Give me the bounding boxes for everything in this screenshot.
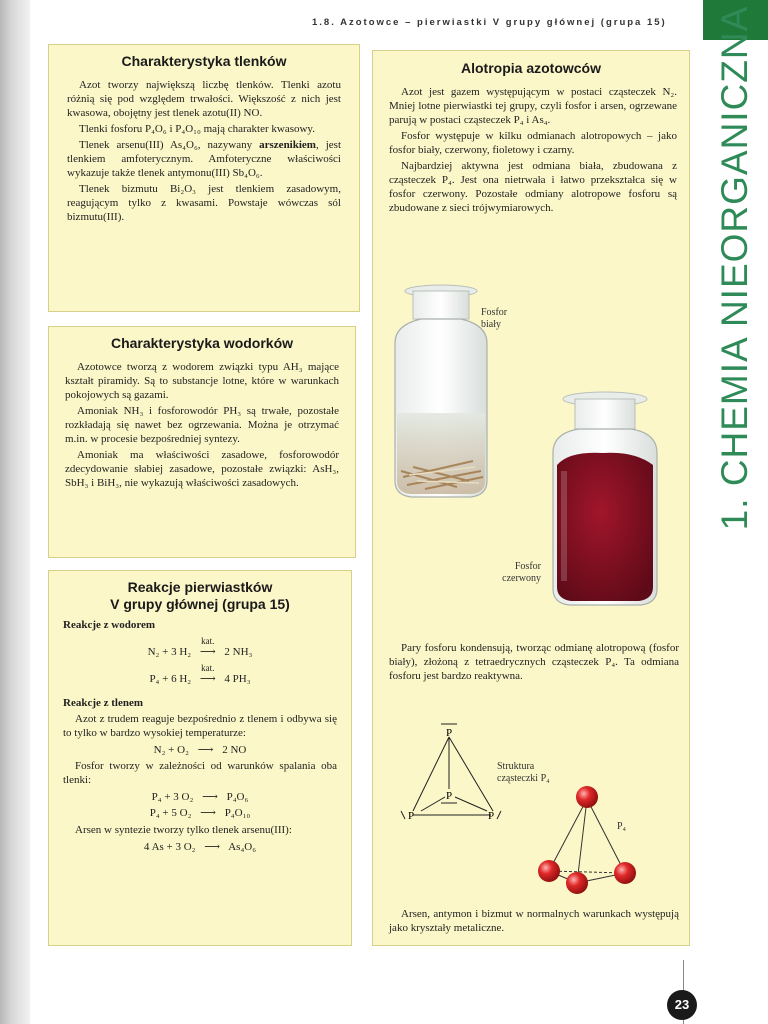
allotropy-box (372, 50, 690, 946)
hydrides-paragraph-3: Amoniak ma właściwości zasadowe, fosforowodór zdecydowanie słabiej zasadowe, pozostałe związki: AsH₃, SbH₃ i BiH₃, nie wykazują właściwości zasadowych. (65, 449, 339, 489)
reactions-title-line-2: V grupy głównej (grupa 15) (110, 596, 290, 612)
allotropy-paragraph-5: Arsen, antymon i bizmut w normalnych warunkach występują jako kryształy metaliczne. (389, 908, 679, 934)
eq1-arrow (199, 636, 216, 658)
eq5-left: P₄ + 5 O₂ (149, 807, 192, 819)
hydrides-title: Charakterystyka wodorków (110, 335, 294, 351)
running-header: 1.8. Azotowce – pierwiastki V grupy głównej (grupa 15) (312, 17, 667, 28)
reactions-box (48, 570, 352, 946)
eq4-right: P₄O₆ (226, 791, 249, 803)
p4-ball-left (538, 860, 560, 882)
p4-atom-center: P (445, 790, 453, 802)
eq6-arrow: ⟶ (204, 841, 221, 853)
oxides-paragraph-1: Azot tworzy największą liczbę tlenków. Tlenki azotu różnią się pod względem trwałości. Większość z nich jest kwasowa, obojętny jest tlenek azotu(II) NO. (67, 79, 341, 119)
p4-atom-left: P (407, 810, 415, 822)
reactions-title-line-1: Reakcje pierwiastków (127, 579, 273, 595)
oxides-title: Charakterystyka tlenków (121, 53, 287, 69)
allotropy-paragraph-2: Fosfor występuje w kilku odmianach alotropowych – jako fosfor biały, czerwony, fioletowy i czarny. (389, 130, 677, 156)
oxygen-paragraph-3: Arsen w syntezie tworzy tylko tlenek arsenu(III): (75, 824, 292, 836)
eq6-right: As₄O₆ (228, 841, 257, 853)
eq5-right: P₄O₁₀ (224, 807, 251, 819)
page-number: 23 (667, 990, 697, 1020)
oxygen-reactions-heading: Reakcje z tlenem (63, 697, 144, 709)
eq6-left: 4 As + 3 O₂ (143, 841, 196, 853)
allotropy-title: Alotropia azotowców (461, 60, 601, 76)
p4-structure-caption: Struktura cząsteczki P₄ (497, 761, 550, 784)
book-spine-shadow (0, 0, 30, 1024)
eq1-arrow-glyph: ⟶ (199, 646, 216, 658)
oxides-p3-end: , jest tlenkiem amfoterycznym. Amfoteryczne właściwości wykazuje także tlenek antymonu(III) Sb₄O₆. (67, 139, 341, 179)
allotropy-text-top (389, 85, 677, 217)
equation-p4o10 (63, 806, 337, 819)
hydrides-paragraph-1: Azotowce tworzą z wodorem związki typu AH₃ mające kształt piramidy. Są to substancje lotne, które w warunkach pokojowych są gazami. (65, 361, 339, 401)
hydrides-paragraph-2: Amoniak NH₃ i fosforowodór PH₃ są trwałe, pozostałe rozkładają się nawet bez ogrzewania. Można je otrzymać m.in. w procesie bezpośredniej syntezy. (65, 405, 339, 445)
red-phosphorus-caption: Fosfor czerwony (502, 561, 541, 584)
eq5-arrow: ⟶ (200, 807, 216, 819)
allotropy-text-bottom (389, 907, 679, 937)
equation-as4o6 (63, 840, 337, 853)
eq1-right: 2 NH₃ (224, 646, 253, 658)
red-phosphorus-jar (553, 392, 657, 605)
allotropy-paragraph-3: Najbardziej aktywna jest odmiana biała, zbudowana z cząsteczek P₄. Jest ona nietrwała i łatwo przekształca się w fosfor czerwony. Pozostałe odmiany alotropowe fosforu są zbudowane z sieci trójwymiarowych. (389, 160, 677, 214)
oxides-p3-start: Tlenek arsenu(III) As₄O₆, nazywany (79, 139, 260, 151)
white-phosphorus-jar (395, 285, 487, 497)
eq1-catalyst: kat. (201, 636, 215, 646)
eq4-left: P₄ + 3 O₂ (151, 791, 194, 803)
oxides-paragraph-2: Tlenki fosforu P₄O₆ i P₄O₁₀ mają charakter kwasowy. (79, 123, 315, 135)
oxides-paragraph-4: Tlenek bizmutu Bi₂O₃ jest tlenkiem zasadowym, reagującym tylko z kwasami. Powstaje wówczas sól bizmutu(III). (67, 183, 341, 223)
equation-ammonia (63, 636, 337, 658)
hydrides-box (48, 326, 356, 558)
eq2-left: P₄ + 6 H₂ (149, 673, 192, 685)
equation-phosphine (63, 663, 337, 685)
eq3-left: N₂ + O₂ (153, 744, 189, 756)
allotropy-paragraph-4: Pary fosforu kondensują, tworząc odmianę alotropową (fosfor biały), złożoną z tetraedrycznych cząsteczek P₄. Ta odmiana fosforu jest bardzo reaktywna. (389, 642, 679, 682)
allotropy-text-middle (389, 641, 679, 685)
p4-ball-top (576, 786, 598, 808)
oxides-paragraph-3 (67, 138, 341, 180)
p4-ball-model (523, 779, 663, 909)
eq2-catalyst: kat. (201, 663, 215, 673)
p4-atom-top: P (445, 727, 453, 739)
allotropy-paragraph-1: Azot jest gazem występującym w postaci cząsteczek N₂. Mniej lotne pierwiastki tej grupy, czyli fosfor i arsen, ogrzewane parują w postaci cząsteczek P₄ i As₄. (389, 86, 677, 126)
oxides-p3-bold: arszenikiem (259, 139, 316, 151)
chapter-title-vertical: 1. CHEMIA NIEORGANICZNA (714, 5, 755, 531)
p4-atom-right: P (487, 810, 495, 822)
eq2-right: 4 PH₃ (224, 673, 251, 685)
eq2-arrow (199, 663, 216, 685)
eq3-right: 2 NO (222, 744, 247, 756)
p4-ball-right (614, 862, 636, 884)
eq1-left: N₂ + 3 H₂ (147, 646, 192, 658)
eq2-arrow-glyph: ⟶ (199, 673, 216, 685)
oxides-box (48, 44, 360, 312)
equation-nitric-oxide (63, 743, 337, 756)
p4-ball-front (566, 872, 588, 894)
hydrogen-reactions-heading: Reakcje z wodorem (63, 619, 156, 631)
eq4-arrow: ⟶ (202, 791, 218, 803)
eq3-arrow: ⟶ (197, 744, 214, 756)
oxygen-paragraph-2: Fosfor tworzy w zależności od warunków spalania oba tlenki: (63, 760, 337, 786)
p4-model-label: P₄ (617, 821, 627, 832)
white-phosphorus-caption: Fosfor biały (481, 307, 508, 330)
equation-p4o6 (63, 790, 337, 803)
oxygen-paragraph-1: Azot z trudem reaguje bezpośrednio z tlenem i odbywa się to tylko w bardzo wysokiej temperaturze: (63, 713, 337, 739)
